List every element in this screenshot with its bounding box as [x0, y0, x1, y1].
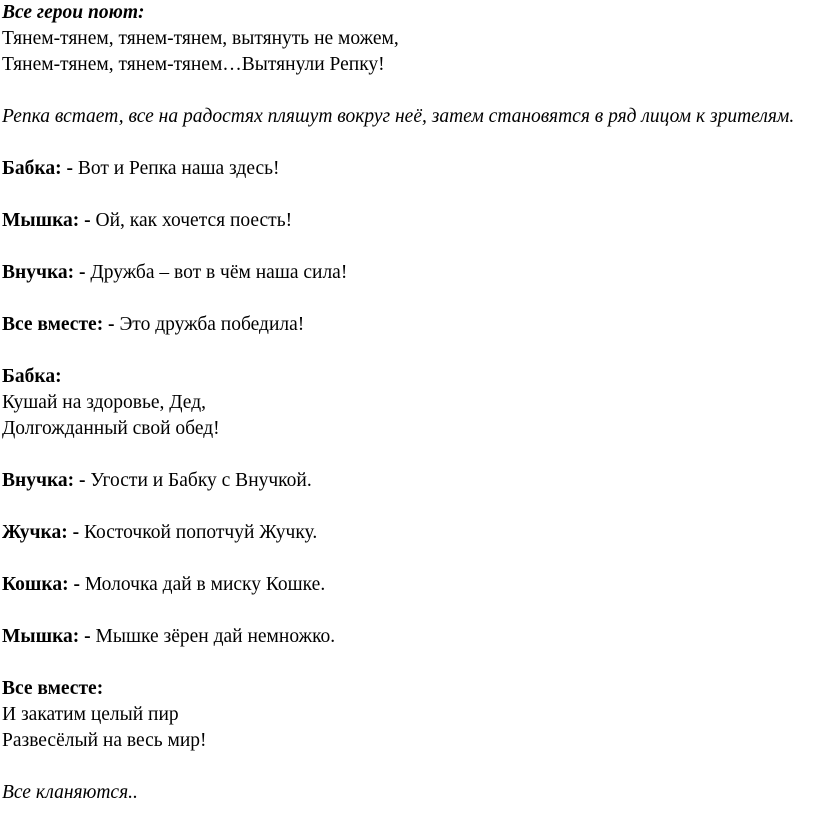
dialogue-text: Косточкой попотчуй Жучку.: [79, 522, 318, 543]
dialogue-line: [2, 312, 816, 338]
speaker-label: Все вместе:: [2, 678, 104, 699]
spacer: [2, 338, 816, 364]
dialogue-text: Мышке зёрен дай немножко.: [90, 626, 336, 647]
song-line-1: Тянем-тянем, тянем-тянем, вытянуть не можем,: [2, 28, 399, 49]
speaker-label: Внучка: -: [2, 470, 86, 491]
spacer: [2, 598, 816, 624]
spacer: [2, 650, 816, 676]
dialogue-text: Ой, как хочется поесть!: [90, 210, 293, 231]
stage-direction: Все кланяются..: [2, 782, 138, 803]
song-heading: Все герои поют:: [2, 2, 145, 23]
dialogue-text: Вот и Репка наша здесь!: [72, 158, 280, 179]
dialogue-line: [2, 156, 816, 182]
speaker-label: Внучка: -: [2, 262, 86, 283]
song-line-2: Тянем-тянем, тянем-тянем…Вытянули Репку!: [2, 54, 385, 75]
dialogue-line: [2, 468, 816, 494]
verse-line: Долгожданный свой обед!: [2, 418, 220, 439]
dialogue-text: Дружба – вот в чём наша сила!: [85, 262, 348, 283]
speaker-label: Мышка: -: [2, 626, 91, 647]
dialogue-text: Угости и Бабку с Внучкой.: [85, 470, 312, 491]
dialogue-line: [2, 624, 816, 650]
spacer: [2, 78, 816, 104]
speaker-label: Жучка: -: [2, 522, 80, 543]
spacer: [2, 286, 816, 312]
spacer: [2, 442, 816, 468]
spacer: [2, 494, 816, 520]
dialogue-line: [2, 520, 816, 546]
spacer: [2, 754, 816, 780]
dialogue-line: [2, 208, 816, 234]
stage-direction: Репка встает, все на радостях пляшут вокруг неё, затем становятся в ряд лицом к зрителям.: [2, 106, 795, 127]
verse-line: Развесёлый на весь мир!: [2, 730, 207, 751]
speaker-label: Все вместе: -: [2, 314, 115, 335]
spacer: [2, 182, 816, 208]
spacer: [2, 234, 816, 260]
dialogue-line: [2, 572, 816, 598]
verse-line: Кушай на здоровье, Дед,: [2, 392, 206, 413]
spacer: [2, 546, 816, 572]
dialogue-text: Молочка дай в миску Кошке.: [79, 574, 326, 595]
speaker-label: Мышка: -: [2, 210, 91, 231]
spacer: [2, 130, 816, 156]
speaker-label: Кошка: -: [2, 574, 80, 595]
dialogue-line: [2, 260, 816, 286]
speaker-label: Бабка: -: [2, 158, 73, 179]
dialogue-text: Это дружба победила!: [114, 314, 305, 335]
speaker-label: Бабка:: [2, 366, 62, 387]
verse-line: И закатим целый пир: [2, 704, 179, 725]
